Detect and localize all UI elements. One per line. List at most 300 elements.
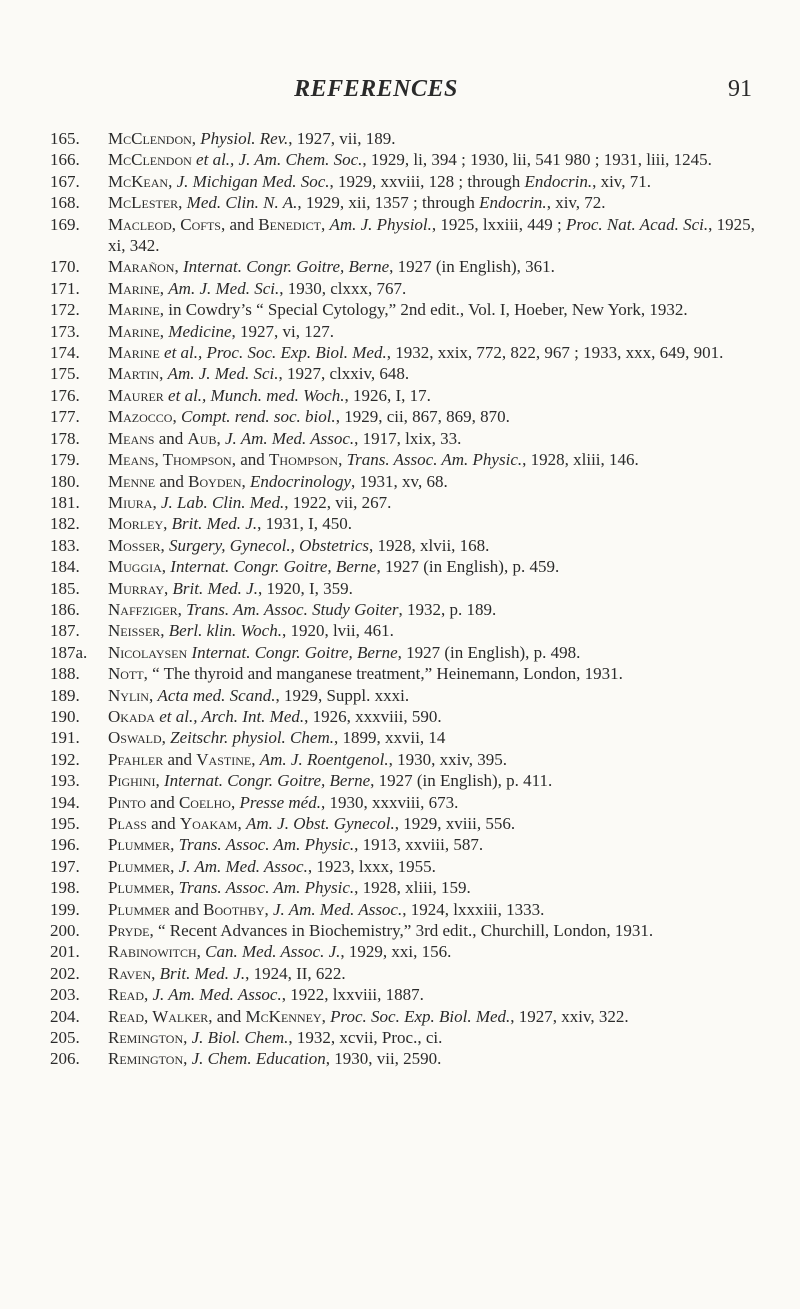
citation-detail: , xiv, 71. [592, 171, 651, 191]
reference-text [108, 621, 394, 640]
reference-number: 169. [50, 214, 80, 234]
author-name: Nylin [108, 685, 149, 705]
reference-number: 201. [50, 942, 80, 962]
reference-number: 180. [50, 471, 80, 491]
citation-detail: , 1929, cii, 867, 869, 870. [335, 407, 510, 427]
citation-detail: , [159, 278, 169, 298]
reference-number: 193. [50, 771, 80, 791]
reference-text [108, 150, 712, 169]
reference-text [108, 964, 346, 983]
reference-entry [50, 685, 770, 706]
journal-title: Compt. rend. soc. biol. [180, 407, 336, 427]
reference-text [108, 835, 483, 854]
author-name: Marañon [108, 257, 175, 277]
citation-detail: , 1929, xxviii, 128 ; through [329, 171, 525, 191]
citation-detail: , [172, 407, 181, 427]
reference-number: 177. [50, 407, 80, 427]
citation-detail: , 1920, lvii, 461. [281, 621, 394, 641]
reference-entry [50, 899, 770, 920]
reference-entry [50, 963, 770, 984]
citation-detail: , [338, 450, 347, 470]
reference-entry [50, 1048, 770, 1069]
author-name: Morley [108, 514, 164, 534]
reference-number: 181. [50, 492, 80, 512]
citation-detail: , 1929, li, 394 ; 1930, lii, 541 980 ; 1931, liii, 1245. [362, 150, 712, 170]
reference-text [108, 1049, 441, 1068]
citation-detail: , 1920, I, 359. [257, 578, 353, 598]
reference-text [108, 472, 448, 491]
author-name: Read, Walker, [108, 1006, 213, 1026]
journal-title: Trans. Assoc. Am. Physic. [178, 835, 355, 855]
author-name: Pryde [108, 921, 150, 941]
reference-text [108, 793, 458, 812]
reference-text [108, 514, 352, 533]
author-name: Boyden [188, 471, 242, 491]
citation-detail: , [144, 985, 153, 1005]
citation-detail: , 1929, xxi, 156. [340, 942, 452, 962]
journal-title: Trans. Assoc. Am. Physic. [178, 878, 355, 898]
citation-detail: , [241, 471, 250, 491]
journal-title: Internat. Congr. Goitre, Berne [163, 771, 371, 791]
author-name: McLester [108, 193, 179, 213]
journal-title: Med. Clin. N. A. [186, 193, 298, 213]
reference-text [108, 193, 606, 212]
reference-number: 190. [50, 706, 80, 726]
journal-title: Can. Med. Assoc. J. [205, 942, 341, 962]
reference-number: 187a. [50, 642, 88, 662]
reference-entry [50, 192, 770, 213]
citation-detail: , 1927 (in English), p. 459. [376, 557, 560, 577]
reference-text [108, 900, 544, 919]
reference-entry [50, 792, 770, 813]
reference-number: 174. [50, 343, 80, 363]
reference-number: 199. [50, 899, 80, 919]
reference-text [108, 172, 651, 191]
journal-title: J. Am. Med. Assoc. [178, 856, 308, 876]
citation-detail: , 1927, clxxiv, 648. [278, 364, 410, 384]
author-name: Naffziger [108, 599, 178, 619]
citation-detail: , 1927 (in English), p. 411. [370, 771, 553, 791]
reference-text [108, 407, 510, 426]
reference-text [108, 536, 489, 555]
reference-text [108, 386, 431, 405]
author-name: McKean [108, 171, 169, 191]
citation-detail: and [235, 450, 270, 470]
author-name: Plummer [108, 899, 171, 919]
reference-text [108, 664, 623, 683]
journal-title: Am. J. Physiol. [329, 214, 432, 234]
author-name: Plass [108, 814, 147, 833]
citation-detail: , 1922, vii, 267. [284, 492, 392, 512]
citation-detail: , 1929, Suppl. xxxi. [275, 685, 410, 705]
reference-number: 167. [50, 171, 80, 191]
reference-entry [50, 920, 770, 941]
author-name: Oswald [108, 728, 162, 748]
citation-detail: , 1927, vi, 127. [231, 321, 335, 341]
author-name: Aub [187, 428, 217, 448]
reference-entry [50, 513, 770, 534]
journal-title: Presse méd. [239, 792, 321, 812]
citation-detail: , [168, 171, 177, 191]
journal-title: Acta med. Scand. [157, 685, 276, 705]
author-name: Rabinowitch [108, 942, 197, 962]
reference-entry [50, 278, 770, 299]
journal-title: Proc. Soc. Exp. Biol. Med. [330, 1006, 511, 1026]
reference-entry [50, 214, 770, 257]
journal-title: J. Chem. Education [191, 1049, 326, 1069]
journal-title: J. Am. Med. Assoc. [224, 428, 355, 448]
citation-detail: , [151, 963, 160, 983]
citation-detail: , 1927 (in English), 361. [389, 257, 555, 277]
citation-detail: and [212, 1006, 246, 1026]
author-name: Nott [108, 664, 144, 684]
reference-entry [50, 599, 770, 620]
citation-detail: , [321, 1006, 331, 1026]
journal-title: Internat. Congr. Goitre, Berne [191, 642, 398, 662]
reference-text [108, 985, 424, 1004]
citation-detail: , [159, 364, 168, 384]
citation-detail: , xiv, 72. [546, 193, 606, 213]
citation-detail: , [170, 835, 179, 855]
reference-number: 206. [50, 1049, 80, 1069]
reference-entry [50, 813, 770, 834]
reference-number: 166. [50, 150, 80, 170]
journal-title: Am. J. Med. Sci. [167, 364, 279, 384]
author-name: Marine [108, 343, 160, 363]
reference-text [108, 771, 552, 790]
reference-entry [50, 749, 770, 770]
citation-detail: , [163, 514, 172, 534]
journal-title: Trans. Assoc. Am. Physic. [346, 450, 523, 470]
citation-detail: and [154, 428, 188, 448]
reference-number: 179. [50, 450, 80, 470]
citation-detail: , 1932, p. 189. [398, 599, 497, 619]
journal-title: Endocrinology [250, 471, 352, 491]
author-name: Marine [108, 321, 160, 341]
citation-detail: , 1922, lxxviii, 1887. [281, 985, 424, 1005]
author-name: Raven [108, 963, 152, 983]
page-title: REFERENCES [294, 76, 458, 102]
reference-number: 176. [50, 385, 80, 405]
reference-entry [50, 428, 770, 449]
author-name: Coelho [178, 792, 231, 812]
reference-entry [50, 941, 770, 962]
reference-number: 197. [50, 856, 80, 876]
citation-detail: , 1932, xcvii, Proc., ci. [288, 1028, 443, 1048]
reference-entry [50, 727, 770, 748]
citation-detail: and [170, 899, 204, 919]
journal-title: Am. J. Roentgenol. [259, 749, 389, 769]
author-name: Murray [108, 578, 165, 598]
citation-detail: , 1924, II, 622. [245, 963, 346, 983]
journal-title: et al., Arch. Int. Med. [159, 706, 305, 726]
author-name: Pighini [108, 771, 156, 791]
author-name: Mosser [108, 535, 161, 555]
reference-list [50, 128, 770, 1070]
journal-title: J. Am. Med. Assoc. [152, 985, 282, 1005]
journal-title: et al., Munch. med. Woch. [168, 385, 345, 405]
journal-title: J. Am. Med. Assoc. [273, 899, 403, 919]
citation-detail: , [183, 1028, 192, 1048]
reference-entry [50, 856, 770, 877]
journal-title: et al., J. Am. Chem. Soc. [196, 150, 363, 170]
reference-entry [50, 578, 770, 599]
author-name: Means [108, 428, 155, 448]
citation-detail: , 1923, lxxx, 1955. [307, 856, 436, 876]
citation-detail: , [164, 578, 173, 598]
citation-detail: and [163, 749, 197, 769]
author-name: Plummer [108, 878, 171, 898]
author-name: Mazocco [108, 407, 173, 427]
reference-number: 165. [50, 129, 80, 148]
reference-text [108, 686, 409, 705]
reference-number: 178. [50, 428, 80, 448]
reference-text [108, 364, 409, 383]
reference-entry [50, 299, 770, 320]
journal-title: J. Biol. Chem. [191, 1028, 289, 1048]
journal-title: Am. J. Med. Sci. [168, 278, 280, 298]
reference-number: 171. [50, 278, 80, 298]
author-name: McClendon [108, 150, 192, 170]
citation-detail: , [174, 257, 183, 277]
reference-entry [50, 663, 770, 684]
citation-detail: , [161, 557, 171, 577]
page-header [0, 76, 800, 106]
reference-entry [50, 556, 770, 577]
reference-entry [50, 449, 770, 470]
citation-detail: , 1928, xliii, 146. [522, 450, 639, 470]
reference-entry [50, 620, 770, 641]
reference-number: 188. [50, 664, 80, 684]
citation-detail: , 1927, xxiv, 322. [510, 1006, 629, 1026]
citation-detail: , [183, 1049, 192, 1069]
reference-entry [50, 256, 770, 277]
citation-detail: , [170, 878, 179, 898]
reference-text [108, 1028, 442, 1047]
reference-number: 203. [50, 985, 80, 1005]
reference-entry [50, 171, 770, 192]
citation-detail: and [155, 471, 189, 491]
author-name: McClendon [108, 129, 192, 148]
citation-detail: , [155, 771, 164, 791]
journal-title: Brit. Med. J. [172, 578, 258, 598]
reference-entry [50, 363, 770, 384]
author-name: McKenney [245, 1006, 322, 1026]
journal-title: Internat. Congr. Goitre, Berne [182, 257, 390, 277]
reference-text [108, 643, 580, 662]
author-name: Remington [108, 1028, 184, 1048]
reference-entry [50, 149, 770, 170]
citation-detail: , [159, 321, 169, 341]
journal-title: Endocrin. [479, 193, 547, 213]
author-name: Marine [108, 300, 160, 320]
reference-number: 194. [50, 792, 80, 812]
author-name: Menne [108, 471, 156, 491]
reference-text [108, 129, 395, 148]
author-name: Pinto [108, 792, 146, 812]
reference-text [108, 215, 755, 255]
author-name: Plummer [108, 835, 171, 855]
reference-number: 183. [50, 535, 80, 555]
author-name: Marine [108, 278, 160, 298]
reference-number: 184. [50, 557, 80, 577]
reference-text [108, 600, 496, 619]
reference-number: 191. [50, 728, 80, 748]
author-name: Means, Thompson, [108, 450, 236, 470]
reference-text [108, 750, 507, 769]
reference-text [108, 878, 471, 897]
citation-detail: , [196, 942, 206, 962]
citation-detail: , in Cowdry’s “ Special Cytology,” 2nd edit., Vol. I, Hoeber, New York, 1932. [159, 300, 688, 320]
author-name: Macleod, Cofts, [108, 214, 226, 234]
citation-detail: , [178, 193, 187, 213]
reference-entry [50, 471, 770, 492]
reference-text [108, 728, 445, 747]
citation-detail: , 1928, xliii, 159. [354, 878, 471, 898]
citation-detail: , 1930, clxxx, 767. [279, 278, 407, 298]
reference-text [108, 579, 353, 598]
citation-detail: , 1929, xviii, 556. [394, 814, 516, 833]
author-name: Plummer [108, 856, 171, 876]
citation-detail: , [177, 599, 187, 619]
journal-title: Surgery, Gynecol., Obstetrics [168, 535, 369, 555]
reference-number: 204. [50, 1006, 80, 1026]
reference-text [108, 857, 436, 876]
reference-text [108, 557, 559, 576]
reference-text [108, 942, 451, 961]
citation-detail: , 1932, xxix, 772, 822, 967 ; 1933, xxx, 649, 901. [386, 343, 724, 363]
journal-title: Brit. Med. J. [159, 963, 246, 983]
reference-text [108, 429, 461, 448]
author-name: Boothby [203, 899, 265, 919]
reference-text [108, 300, 688, 319]
reference-text [108, 279, 406, 298]
citation-detail: , 1930, vii, 2590. [325, 1049, 442, 1069]
journal-title: Internat. Congr. Goitre, Berne [170, 557, 377, 577]
citation-detail: , 1930, xxxviii, 673. [320, 792, 459, 812]
citation-detail: , [148, 685, 158, 705]
journal-title: J. Lab. Clin. Med. [160, 492, 285, 512]
author-name: Thompson [269, 450, 339, 470]
citation-detail: , 1926, I, 17. [344, 385, 431, 405]
journal-title: Physiol. Rev. [200, 129, 289, 148]
citation-detail: , 1931, I, 450. [257, 514, 352, 534]
reference-entry [50, 492, 770, 513]
reference-text [108, 493, 391, 512]
reference-number: 185. [50, 578, 80, 598]
reference-number: 187. [50, 621, 80, 641]
journal-title: Trans. Am. Assoc. Study Goiter [186, 599, 399, 619]
citation-detail: and [225, 214, 259, 234]
citation-detail: , [160, 621, 169, 641]
author-name: Miura [108, 492, 153, 512]
reference-number: 192. [50, 749, 80, 769]
journal-title: et al., Proc. Soc. Exp. Biol. Med. [164, 343, 387, 363]
citation-detail: , “ Recent Advances in Biochemistry,” 3rd edit., Churchill, London, 1931. [149, 921, 654, 941]
citation-detail: , [152, 492, 161, 512]
author-name: Maurer [108, 385, 164, 405]
citation-detail: , “ The thyroid and manganese treatment,” Heinemann, London, 1931. [143, 664, 623, 684]
author-name: Okada [108, 706, 155, 726]
author-name: Yoakam [179, 814, 238, 833]
reference-number: 175. [50, 364, 80, 384]
reference-entry [50, 642, 770, 663]
citation-detail: , 1925, xi, 342. [108, 214, 755, 256]
journal-title: Brit. Med. J. [171, 514, 258, 534]
reference-entry [50, 128, 770, 149]
reference-entry [50, 1027, 770, 1048]
page-number: 91 [728, 76, 752, 102]
citation-detail: , [161, 728, 171, 748]
journal-title: Zeitschr. physiol. Chem. [170, 728, 334, 748]
reference-entry [50, 321, 770, 342]
reference-entry [50, 877, 770, 898]
journal-title: Am. J. Obst. Gynecol. [245, 814, 395, 833]
author-name: Nicolaysen [108, 642, 188, 662]
journal-title: Endocrin. [524, 171, 593, 191]
reference-text [108, 343, 723, 362]
reference-entry [50, 984, 770, 1005]
citation-detail: , [191, 129, 201, 148]
citation-detail: , 1927, vii, 189. [288, 129, 396, 148]
citation-detail: and [146, 814, 180, 833]
journal-title: Medicine [168, 321, 232, 341]
reference-text [108, 707, 442, 726]
reference-entry [50, 1006, 770, 1027]
citation-detail: , [160, 535, 169, 555]
reference-entry [50, 706, 770, 727]
reference-text [108, 322, 334, 341]
citation-detail: , [251, 749, 260, 769]
author-name: Pfahler [108, 749, 164, 769]
reference-number: 196. [50, 835, 80, 855]
reference-entry [50, 770, 770, 791]
reference-entry [50, 342, 770, 363]
reference-number: 173. [50, 321, 80, 341]
reference-number: 198. [50, 878, 80, 898]
reference-entry [50, 834, 770, 855]
citation-detail: and [145, 792, 179, 812]
reference-text [108, 257, 555, 276]
citation-detail: , [216, 428, 225, 448]
citation-detail: , 1925, lxxiii, 449 ; [431, 214, 567, 234]
reference-number: 182. [50, 514, 80, 534]
author-name: Neisser [108, 621, 161, 641]
citation-detail: , 1899, xxvii, 14 [333, 728, 446, 748]
citation-detail: , 1924, lxxxiii, 1333. [402, 899, 545, 919]
citation-detail: , 1930, xxiv, 395. [388, 749, 507, 769]
reference-number: 172. [50, 300, 80, 320]
author-name: Benedict [258, 214, 321, 234]
reference-number: 202. [50, 963, 80, 983]
reference-number: 168. [50, 193, 80, 213]
citation-detail: , [170, 856, 179, 876]
journal-title: Proc. Nat. Acad. Sci. [566, 214, 709, 234]
citation-detail: , 1917, lxix, 33. [354, 428, 462, 448]
citation-detail: , 1926, xxxviii, 590. [304, 706, 442, 726]
author-name: Remington [108, 1049, 184, 1069]
reference-number: 205. [50, 1028, 80, 1048]
reference-number: 189. [50, 685, 80, 705]
citation-detail: , 1931, xv, 68. [351, 471, 448, 491]
citation-detail: , 1929, xii, 1357 ; through [297, 193, 480, 213]
author-name: Martin [108, 364, 160, 384]
reference-entry [50, 385, 770, 406]
author-name: Muggia [108, 557, 162, 577]
reference-text [108, 450, 639, 469]
reference-entry [50, 535, 770, 556]
reference-number: 170. [50, 257, 80, 277]
